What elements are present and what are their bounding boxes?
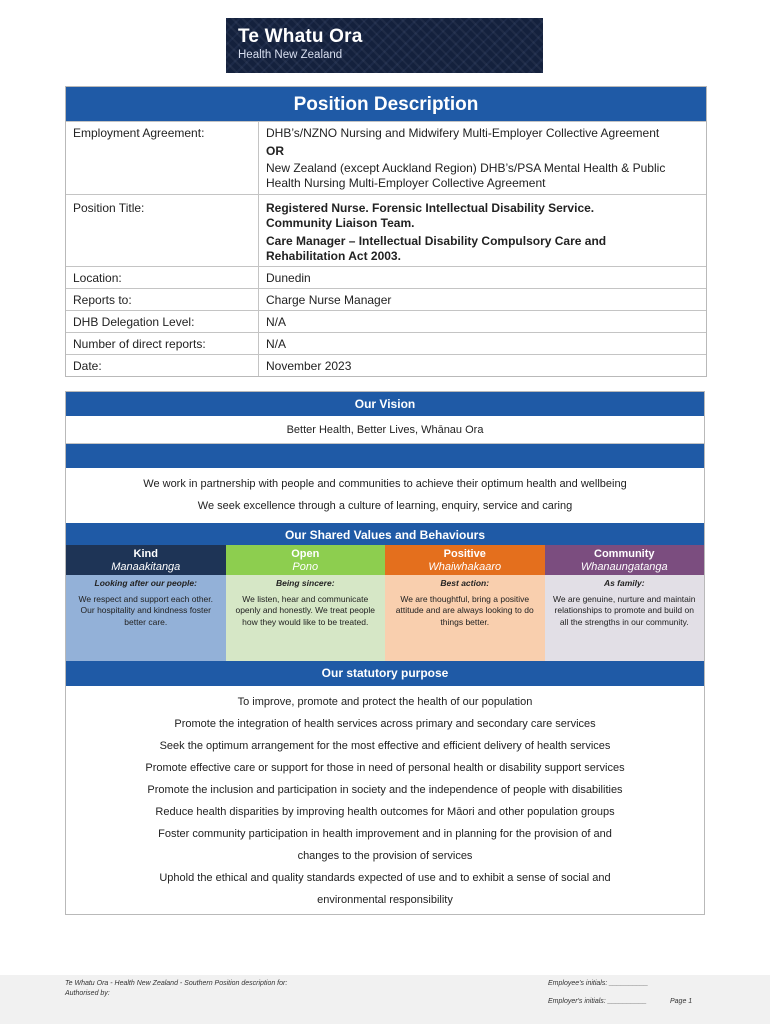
value-subheading: Looking after our people: bbox=[94, 578, 197, 588]
purpose-line: Uphold the ethical and quality standards expected of use and to exhibit a sense of social and bbox=[159, 872, 611, 884]
purpose-line: changes to the provision of services bbox=[297, 850, 473, 862]
mission-heading-bar bbox=[66, 444, 704, 468]
page-footer bbox=[0, 975, 770, 1024]
purpose-line: To improve, promote and protect the health of our population bbox=[237, 696, 533, 708]
value-line: Health Nursing Multi-Employer Collective Agreement bbox=[266, 175, 546, 190]
row-label: Employment Agreement: bbox=[66, 122, 259, 194]
value-body bbox=[385, 575, 545, 661]
purpose-line: Promote the integration of health services across primary and secondary care services bbox=[174, 718, 596, 730]
employment-agreement-row bbox=[66, 121, 706, 194]
value-name: Open bbox=[291, 548, 320, 560]
value-body bbox=[226, 575, 386, 661]
value-line: Care Manager – Intellectual Disability Compulsory Care and bbox=[266, 234, 607, 248]
value-body bbox=[545, 575, 705, 661]
row-value bbox=[259, 195, 706, 266]
position-description-table bbox=[65, 86, 707, 377]
footer-employer-initials: Employer's initials: __________ bbox=[548, 998, 647, 1005]
value-header bbox=[385, 545, 545, 575]
purpose-line: Promote the inclusion and participation in society and the independence of people with disabilities bbox=[147, 784, 623, 796]
value-maori: Whanaungatanga bbox=[580, 561, 668, 573]
values-heading: Our Shared Values and Behaviours bbox=[66, 523, 704, 545]
value-text: We respect and support each other. Our hospitality and kindness foster better care. bbox=[78, 593, 213, 627]
value-line: DHB’s/NZNO Nursing and Midwifery Multi-Employer Collective Agreement bbox=[266, 126, 660, 140]
row-value: N/A bbox=[266, 315, 287, 329]
value-or: OR bbox=[266, 143, 284, 158]
value-line: Registered Nurse. Forensic Intellectual Disability Service. bbox=[266, 201, 595, 215]
logo-title: Te Whatu Ora bbox=[238, 26, 363, 47]
value-line: Rehabilitation Act 2003. bbox=[266, 248, 401, 263]
row-value: November 2023 bbox=[266, 359, 352, 373]
row-value bbox=[259, 122, 706, 194]
value-header bbox=[545, 545, 705, 575]
te-whatu-ora-logo bbox=[226, 18, 543, 73]
delegation-level-row bbox=[66, 310, 706, 332]
row-label: Position Title: bbox=[66, 195, 259, 266]
purpose-line: Promote effective care or support for those in need of personal health or disability support services bbox=[145, 762, 625, 774]
value-kind bbox=[66, 545, 226, 661]
value-maori: Pono bbox=[292, 561, 319, 573]
value-text: We are genuine, nurture and maintain relationships to promote and build on all the strengths in our community. bbox=[552, 593, 696, 627]
row-label: Number of direct reports: bbox=[66, 333, 259, 354]
value-name: Community bbox=[594, 548, 655, 560]
value-text: We listen, hear and communicate openly and honestly. We treat people how they would like to be treated. bbox=[235, 593, 376, 627]
value-name: Positive bbox=[443, 548, 486, 560]
location-row bbox=[66, 266, 706, 288]
value-maori: Manaakitanga bbox=[111, 561, 181, 573]
value-positive bbox=[385, 545, 545, 661]
value-body bbox=[66, 575, 226, 661]
row-label: DHB Delegation Level: bbox=[66, 311, 259, 332]
date-row bbox=[66, 354, 706, 376]
purpose-line: environmental responsibility bbox=[317, 894, 453, 906]
vision-statement: Better Health, Better Lives, Whānau Ora bbox=[66, 416, 704, 444]
direct-reports-row bbox=[66, 332, 706, 354]
value-line: Community Liaison Team. bbox=[266, 215, 415, 230]
mission-line: We work in partnership with people and communities to achieve their optimum health and wellbeing bbox=[143, 478, 627, 490]
row-label: Reports to: bbox=[66, 289, 259, 310]
row-value: N/A bbox=[266, 337, 287, 351]
row-label: Date: bbox=[66, 355, 259, 376]
position-title-row bbox=[66, 194, 706, 266]
value-open bbox=[226, 545, 386, 661]
footer-authorised-by: Authorised by: bbox=[65, 990, 110, 997]
row-value: Dunedin bbox=[266, 271, 311, 285]
value-name: Kind bbox=[133, 548, 158, 560]
values-grid bbox=[66, 545, 704, 661]
purpose-line: Reduce health disparities by improving health outcomes for Māori and other population groups bbox=[155, 806, 615, 818]
value-text: We are thoughtful, bring a positive attitude and are always looking to do things better. bbox=[395, 593, 534, 627]
value-subheading: Being sincere: bbox=[275, 578, 335, 588]
value-line: New Zealand (except Auckland Region) DHB’s/PSA Mental Health & Public bbox=[266, 161, 666, 175]
purpose-heading: Our statutory purpose bbox=[66, 661, 704, 686]
value-header bbox=[226, 545, 386, 575]
footer-doc-line: Te Whatu Ora - Health New Zealand - Southern Position description for: bbox=[65, 980, 288, 987]
reports-to-row bbox=[66, 288, 706, 310]
footer-employee-initials: Employee's initials: __________ bbox=[548, 980, 649, 987]
value-header bbox=[66, 545, 226, 575]
mission-line: We seek excellence through a culture of learning, enquiry, service and caring bbox=[197, 500, 573, 512]
value-community bbox=[545, 545, 705, 661]
footer-page-number: Page 1 bbox=[670, 998, 693, 1005]
value-maori: Whaiwhakaaro bbox=[428, 561, 502, 573]
value-subheading: Best action: bbox=[440, 578, 490, 588]
position-description-title: Position Description bbox=[66, 87, 706, 121]
purpose-list bbox=[66, 686, 704, 914]
value-subheading: As family: bbox=[603, 578, 645, 588]
row-label: Location: bbox=[66, 267, 259, 288]
mission-block bbox=[66, 468, 704, 523]
purpose-line: Seek the optimum arrangement for the most effective and efficient delivery of health services bbox=[159, 740, 611, 752]
row-value: Charge Nurse Manager bbox=[266, 293, 392, 307]
purpose-line: Foster community participation in health improvement and in planning for the provision of and bbox=[158, 828, 612, 840]
vision-heading: Our Vision bbox=[66, 392, 704, 416]
logo-subtitle: Health New Zealand bbox=[238, 49, 343, 61]
vision-values-table bbox=[65, 391, 705, 915]
